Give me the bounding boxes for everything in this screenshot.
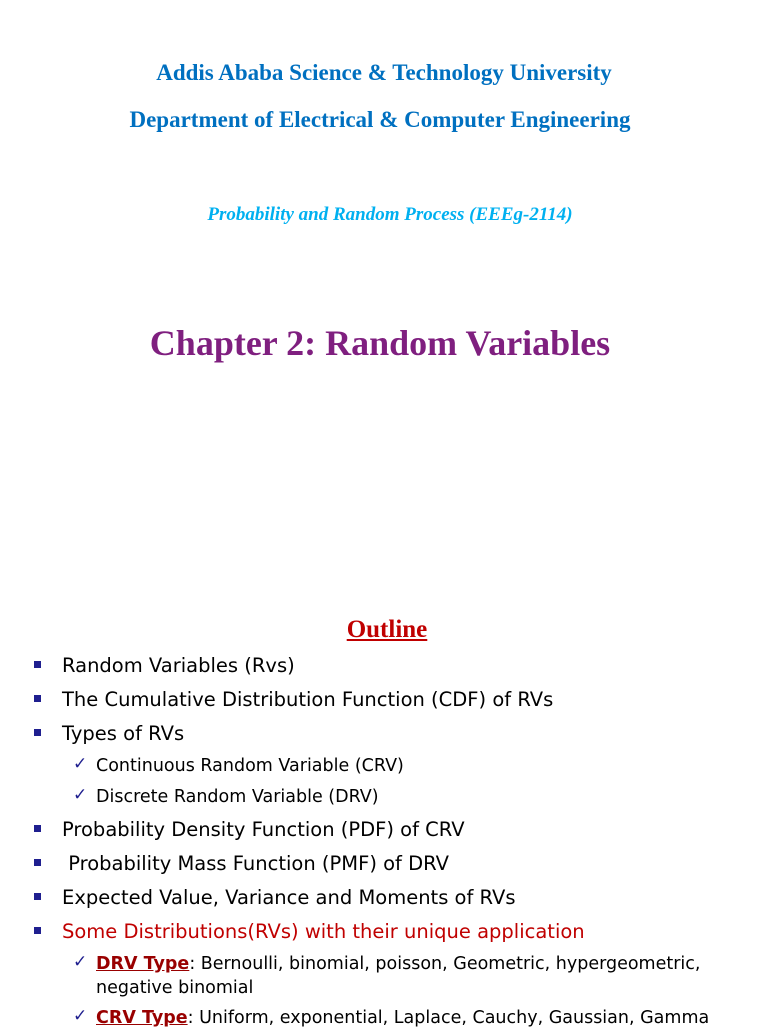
sub-list-item-continuation: [96, 978, 253, 998]
list-item-label: Types of RVs: [62, 722, 185, 745]
list-item-label: Probability Mass Function (PMF) of DRV: [62, 852, 449, 875]
square-bullet-icon: [34, 729, 41, 736]
sub-list-item: [73, 952, 701, 974]
list-item-label: The Cumulative Distribution Function (CDF) of RVs: [62, 688, 554, 711]
course-title: Probability and Random Process (EEEg-2114): [207, 204, 573, 225]
checkmark-icon: ✓: [73, 1006, 88, 1026]
sub-list-item: [73, 754, 404, 776]
department-name: Department of Electrical & Computer Engineering: [129, 107, 631, 132]
list-item: [62, 886, 516, 909]
sub-list-item-label: Continuous Random Variable (CRV): [96, 756, 404, 776]
chapter-title: Chapter 2: Random Variables: [149, 323, 611, 363]
list-item: [62, 654, 295, 677]
square-bullet-icon: [34, 927, 41, 934]
square-bullet-icon: [34, 893, 41, 900]
list-item-label: Some Distributions(RVs) with their unique application: [62, 920, 585, 943]
checkmark-icon: ✓: [73, 785, 88, 805]
university-name: Addis Ababa Science & Technology University: [156, 60, 612, 85]
list-item-label: Random Variables (Rvs): [62, 654, 295, 677]
list-item-label: Probability Density Function (PDF) of CRV: [62, 818, 465, 841]
drv-type-text: : Bernoulli, binomial, poisson, Geometric, hypergeometric,: [189, 954, 701, 974]
drv-type-text-continued: negative binomial: [96, 978, 254, 998]
crv-type-label: CRV Type: [96, 1008, 188, 1028]
square-bullet-icon: [34, 859, 41, 866]
square-bullet-icon: [34, 825, 41, 832]
drv-type-label: DRV Type: [96, 954, 190, 974]
list-item-label: Expected Value, Variance and Moments of RVs: [62, 886, 516, 909]
list-item: [62, 818, 465, 841]
list-item: [62, 688, 553, 711]
sub-list-item-label: Discrete Random Variable (DRV): [96, 787, 379, 807]
sub-list-item: [73, 1006, 710, 1028]
checkmark-icon: ✓: [73, 952, 88, 972]
square-bullet-icon: [34, 695, 41, 702]
list-item: [62, 920, 585, 943]
crv-type-text: : Uniform, exponential, Laplace, Cauchy, Gaussian, Gamma: [187, 1008, 710, 1028]
sub-list-item: [73, 785, 379, 807]
list-item: [62, 852, 449, 875]
outline-heading: Outline: [346, 616, 428, 643]
list-item: [62, 722, 184, 745]
checkmark-icon: ✓: [73, 754, 88, 774]
square-bullet-icon: [34, 661, 41, 668]
